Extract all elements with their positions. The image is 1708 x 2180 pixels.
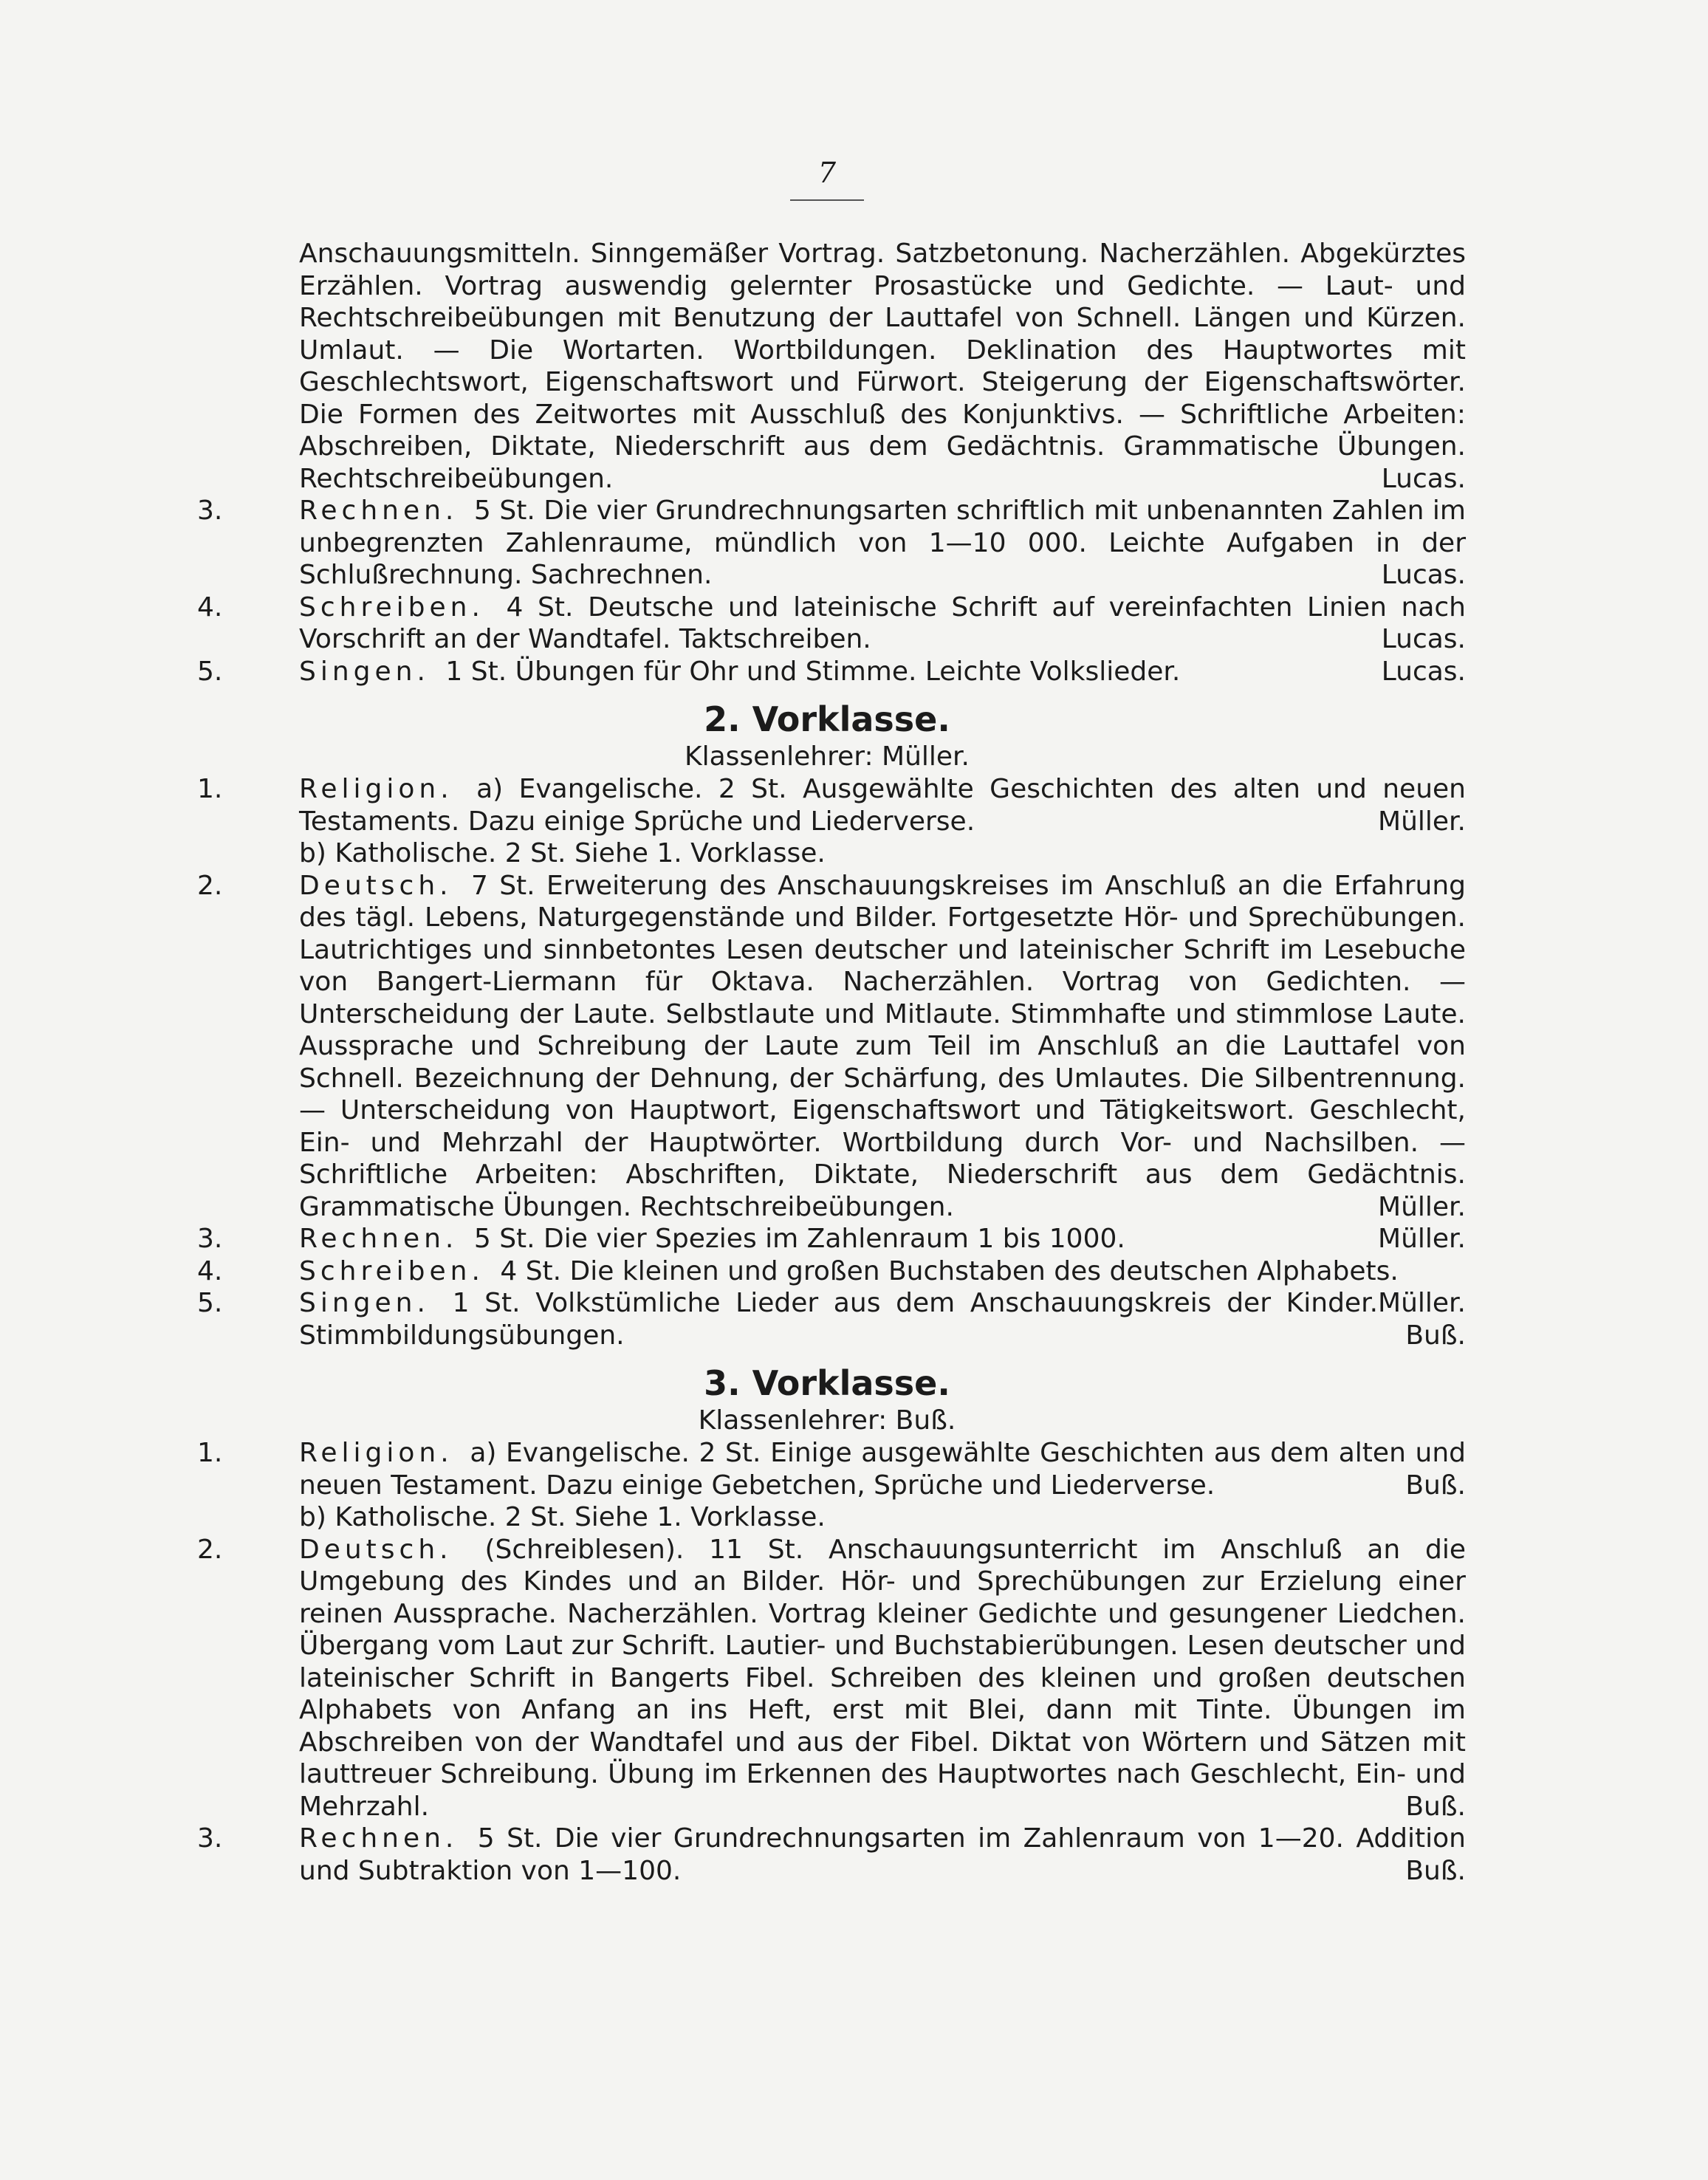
item-subject: Religion.: [299, 1438, 453, 1468]
item-subject: Schreiben.: [299, 1255, 484, 1286]
item-text: a) Evangelische. 2 St. Ausgewählte Geschichten des alten und neuen Testaments. Dazu einige Sprüche und Liederverse.: [299, 774, 1466, 837]
item-number: 2.: [197, 1534, 223, 1565]
item-text: 1 St. Volkstümliche Lieder aus dem Anschauungskreis der Kinder. Stimmbildungsübungen.: [299, 1288, 1379, 1351]
class-teacher-line: Klassenlehrer: Müller.: [685, 741, 970, 772]
item-text: (Schreiblesen). 11 St. Anschauungsunterricht im Anschluß an die Umgebung des Kindes und an Bilder. Hör- und Sprechübungen zur Erzielung einer reinen Aussprache. Nacherzählen. Vortrag kleiner Gedichte und gesungener Liedchen. Übergang vom Laut zur Schrift. Lautier- und Buchstabierübungen. Lesen deutscher und lateinischer Schrift in Bangerts Fibel. Schreiben des kleinen und großen deutschen Alphabets von Anfang an ins Heft, erst mit Blei, dann mit Tinte. Übungen im Abschreiben von der Wandtafel und aus der Fibel. Diktat von Wörtern und Sätzen mit lauttreuer Schreibung. Übung im Erkennen des Hauptwortes nach Geschlecht, Ein- und Mehrzahl.: [299, 1534, 1467, 1822]
list-item-rechnen-2: [188, 1223, 1466, 1255]
item-number: 2.: [197, 870, 223, 901]
item-teacher: Buß.: [1405, 1320, 1466, 1351]
item-subject: Religion.: [299, 774, 453, 804]
list-item-religion-3: [188, 1437, 1466, 1501]
item-teacher: Müller.: [1378, 806, 1466, 837]
item-text: a) Evangelische. 2 St. Einige ausgewählte Geschichten aus dem alten und neuen Testament. Dazu einige Gebetchen, Sprüche und Liederverse.: [299, 1438, 1466, 1501]
list-item-schreiben-1: [188, 592, 1466, 656]
item-teacher: Müller.: [1378, 1191, 1466, 1222]
item-number: 3.: [197, 1224, 223, 1254]
item-teacher: Lucas.: [1381, 624, 1466, 654]
page-number-rule: [790, 199, 864, 201]
list-item-rechnen-3: [188, 1823, 1466, 1887]
item-text: 5 St. Die vier Grundrechnungsarten im Zahlenraum von 1—20. Addition und Subtraktion von 1—100.: [299, 1823, 1466, 1886]
item-subject: Rechnen.: [299, 1224, 459, 1254]
item-subject: Deutsch.: [299, 1534, 453, 1565]
list-item-singen-2: [188, 1287, 1466, 1351]
list-item-deutsch-3: [188, 1534, 1466, 1823]
item-number: 1.: [197, 1438, 223, 1468]
item-number: 3.: [197, 496, 223, 526]
item-subject: Singen.: [299, 656, 430, 687]
class-teacher-line: Klassenlehrer: Buß.: [698, 1405, 956, 1436]
item-subline: b) Katholische. 2 St. Siehe 1. Vorklasse.: [299, 838, 826, 868]
item-number: 5.: [197, 656, 223, 687]
item-subject: Singen.: [299, 1288, 430, 1318]
intro-teacher: Lucas.: [1381, 463, 1466, 494]
item-number: 3.: [197, 1823, 223, 1854]
intro-paragraph: [299, 238, 1466, 495]
item-subline: b) Katholische. 2 St. Siehe 1. Vorklasse.: [299, 1502, 826, 1532]
item-number: 4.: [197, 592, 223, 623]
item-number: 4.: [197, 1255, 223, 1286]
list-item-rechnen-1: [188, 495, 1466, 592]
item-teacher: Buß.: [1405, 1791, 1466, 1822]
item-teacher: Müller.: [1378, 1288, 1466, 1318]
item-text: 4 St. Deutsche und lateinische Schrift auf vereinfachten Linien nach Vorschrift an der Wandtafel. Taktschreiben.: [299, 592, 1466, 654]
item-teacher: Lucas.: [1381, 560, 1466, 590]
item-text: 4 St. Die kleinen und großen Buchstaben des deutschen Alphabets.: [500, 1255, 1399, 1286]
item-number: 5.: [197, 1288, 223, 1318]
item-teacher: Müller.: [1378, 1224, 1466, 1254]
section-heading-2-vorklasse: 2. Vorklasse.: [704, 699, 950, 739]
item-text: 1 St. Übungen für Ohr und Stimme. Leichte Volkslieder.: [445, 656, 1181, 687]
list-item-religion-2: [188, 773, 1466, 837]
intro-text: Anschauungsmitteln. Sinngemäßer Vortrag. Satzbetonung. Nacherzählen. Abgekürztes Erzählen. Vortrag auswendig gelernter Prosastücke und Gedichte. — Laut- und Rechtschreibeübungen mit Benutzung der Lauttafel von Schnell. Längen und Kürzen. Umlaut. — Die Wortarten. Wortbildungen. Deklination des Hauptwortes mit Geschlechtswort, Eigenschaftswort und Fürwort. Steigerung der Eigenschaftswörter. Die Formen des Zeitwortes mit Ausschluß des Konjunktivs. — Schriftliche Arbeiten: Abschreiben, Diktate, Niederschrift aus dem Gedächtnis. Grammatische Übungen. Rechtschreibeübungen.: [299, 239, 1466, 494]
item-subject: Rechnen.: [299, 496, 459, 526]
item-number: 1.: [197, 774, 223, 804]
item-text: 5 St. Die vier Spezies im Zahlenraum 1 bis 1000.: [473, 1224, 1125, 1254]
page-content: [188, 238, 1466, 1887]
list-item-deutsch-2: [188, 870, 1466, 1224]
item-subject: Deutsch.: [299, 870, 453, 901]
page-number: 7: [817, 157, 837, 189]
item-teacher: Buß.: [1405, 1855, 1466, 1886]
item-text: 7 St. Erweiterung des Anschauungskreises im Anschluß an die Erfahrung des tägl. Lebens, Naturgegenstände und Bilder. Fortgesetzte Hör- und Sprechübungen. Lautrichtiges und sinnbetontes Lesen deutscher und lateinischer Schrift im Lesebuche von Bangert-Liermann für Oktava. Nacherzählen. Vortrag von Gedichten. — Unterscheidung der Laute. Selbstlaute und Mitlaute. Stimmhafte und stimmlose Laute. Aussprache und Schreibung der Laute zum Teil im Anschluß an die Lauttafel von Schnell. Bezeichnung der Dehnung, der Schärfung, des Umlautes. Die Silbentrennung. — Unterscheidung von Hauptwort, Eigenschaftswort und Tätigkeitswort. Geschlecht, Ein- und Mehrzahl der Hauptwörter. Wortbildung durch Vor- und Nachsilben. — Schriftliche Arbeiten: Abschriften, Diktate, Niederschrift aus dem Gedächtnis. Grammatische Übungen. Rechtschreibeübungen.: [299, 870, 1466, 1222]
section-heading-3-vorklasse: 3. Vorklasse.: [704, 1363, 950, 1403]
item-teacher: Buß.: [1405, 1470, 1466, 1501]
item-subject: Schreiben.: [299, 592, 484, 623]
item-text: 5 St. Die vier Grundrechnungsarten schriftlich mit unbenannten Zahlen im unbegrenzten Zahlenraume, mündlich von 1—10 000. Leichte Aufgaben in der Schlußrechnung. Sachrechnen.: [299, 496, 1466, 590]
list-item-singen-1: [188, 656, 1466, 688]
item-subject: Rechnen.: [299, 1823, 459, 1854]
item-teacher: Lucas.: [1381, 656, 1466, 687]
